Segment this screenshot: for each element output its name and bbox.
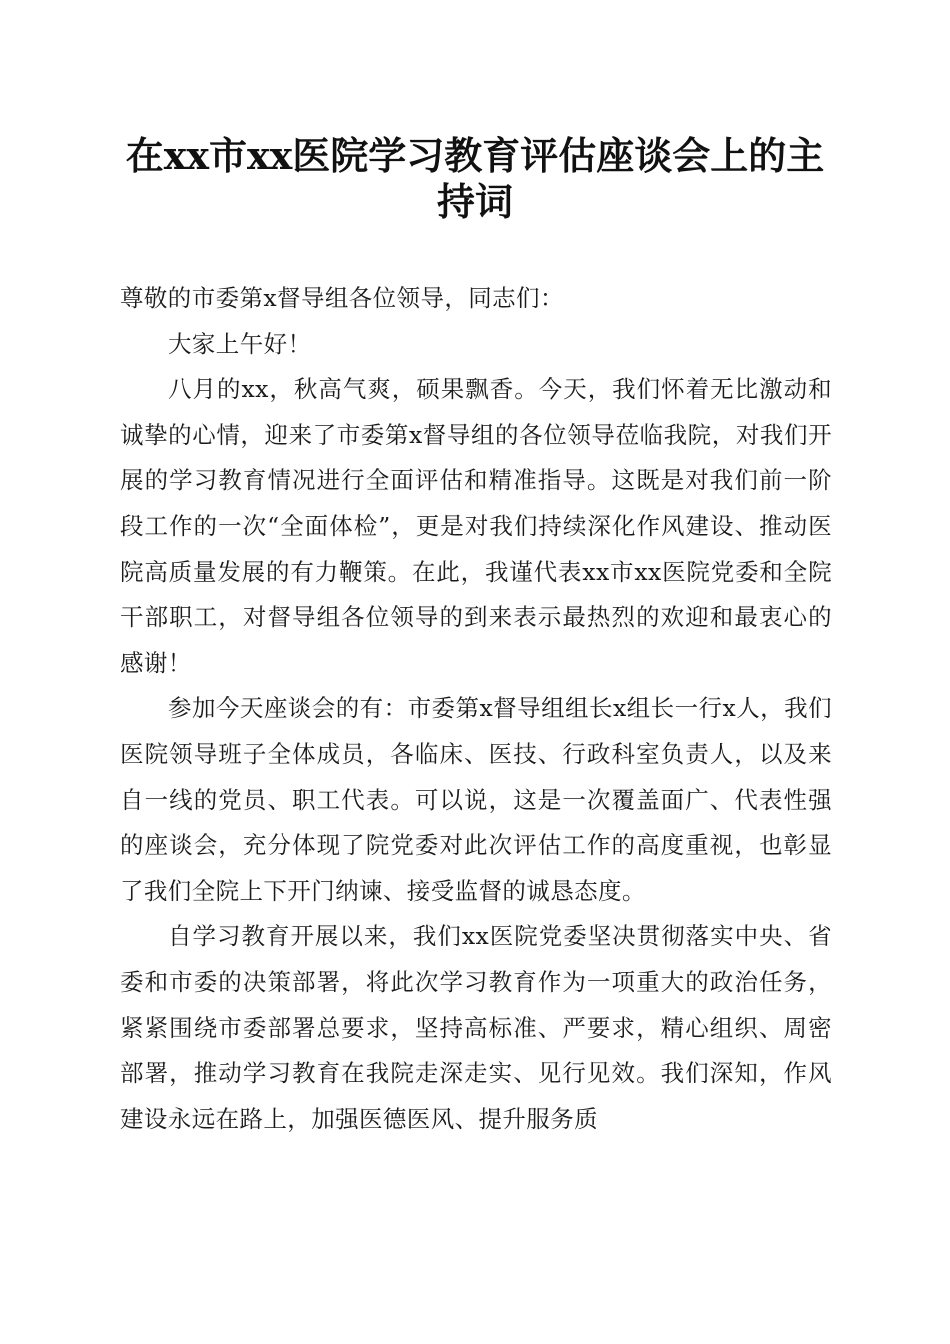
document-title: 在xx市xx医院学习教育评估座谈会上的主持词 — [125, 133, 825, 224]
document-body — [120, 276, 832, 1142]
salutation: 尊敬的市委第x督导组各位领导，同志们： — [120, 284, 564, 312]
greeting: 大家上午好！ — [168, 329, 312, 358]
paragraph-welcome: 八月的xx，秋高气爽，硕果飘香。今天，我们怀着无比激动和诚挚的心情，迎来了市委第x督导组的各位领导莅临我院，对我们开展的学习教育情况进行全面评估和精准指导。这既是对我们前一阶段工作的一次“全面体检”，更是对我们持续深化作风建设、推动医院高质量发展的有力鞭策。在此，我谨代表xx市xx医院党委和全院干部职工，对督导组各位领导的到来表示最热烈的欢迎和最衷心的感谢！ — [120, 375, 832, 677]
paragraph-attendees: 参加今天座谈会的有：市委第x督导组组长x组长一行x人，我们医院领导班子全体成员，各临床、医技、行政科室负责人，以及来自一线的党员、职工代表。可以说，这是一次覆盖面广、代表性强的座谈会，充分体现了院党委对此次评估工作的高度重视，也彰显了我们全院上下开门纳谏、接受监督的诚恳态度。 — [120, 694, 832, 905]
paragraph-background: 自学习教育开展以来，我们xx医院党委坚决贯彻落实中央、省委和市委的决策部署，将此次学习教育作为一项重大的政治任务，紧紧围绕市委部署总要求，坚持高标准、严要求，精心组织、周密部署，推动学习教育在我院走深走实、见行见效。我们深知，作风建设永远在路上，加强医德医风、提升服务质 — [120, 922, 832, 1133]
